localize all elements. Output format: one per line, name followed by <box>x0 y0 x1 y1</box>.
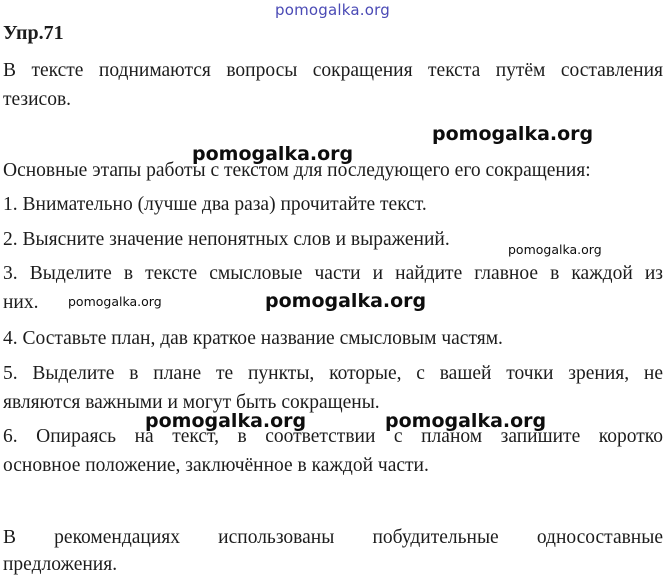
step-1: 1. Внимательно (лучше два раза) прочитайте текст. <box>3 194 427 215</box>
step-5-line-1: 5. Выделите в плане те пункты, которые, с вашей точки зрения, не <box>3 363 663 384</box>
intro-line-2: тезисов. <box>3 89 72 110</box>
step-4: 4. Составьте план, дав краткое название смысловым частям. <box>3 328 503 349</box>
watermark-small-right: pomogalka.org <box>508 242 602 257</box>
step-5-line-2: являются важными и могут быть сокращены. <box>3 392 380 413</box>
intro-line-1: В тексте поднимаются вопросы сокращения текста путём составления <box>3 60 663 81</box>
watermark-center: pomogalka.org <box>265 290 427 312</box>
conclusion-line-2: предложения. <box>3 554 118 575</box>
watermark-mid-right: pomogalka.org <box>432 123 594 145</box>
stages-heading: Основные этапы работы с текстом для последующего его сокращения: <box>3 160 591 181</box>
step-6-line-1: 6. Опираясь на текст, в соответствии с планом запишите коротко <box>3 426 663 447</box>
conclusion-line-1: В рекомендациях использованы побудительные односоставные <box>3 527 663 548</box>
step-2: 2. Выясните значение непонятных слов и выражений. <box>3 229 450 250</box>
watermark-top: pomogalka.org <box>275 1 390 19</box>
step-6-line-2: основное положение, заключённое в каждой части. <box>3 455 429 476</box>
watermark-small-left: pomogalka.org <box>68 294 162 309</box>
step-3-line-1: 3. Выделите в тексте смысловые части и найдите главное в каждой из <box>3 263 663 284</box>
watermark-lower-left: pomogalka.org <box>145 410 307 432</box>
watermark-mid-left: pomogalka.org <box>192 143 354 165</box>
exercise-title: Упр.71 <box>3 22 64 44</box>
watermark-lower-right: pomogalka.org <box>385 410 547 432</box>
step-3-line-2: них. <box>3 292 39 313</box>
